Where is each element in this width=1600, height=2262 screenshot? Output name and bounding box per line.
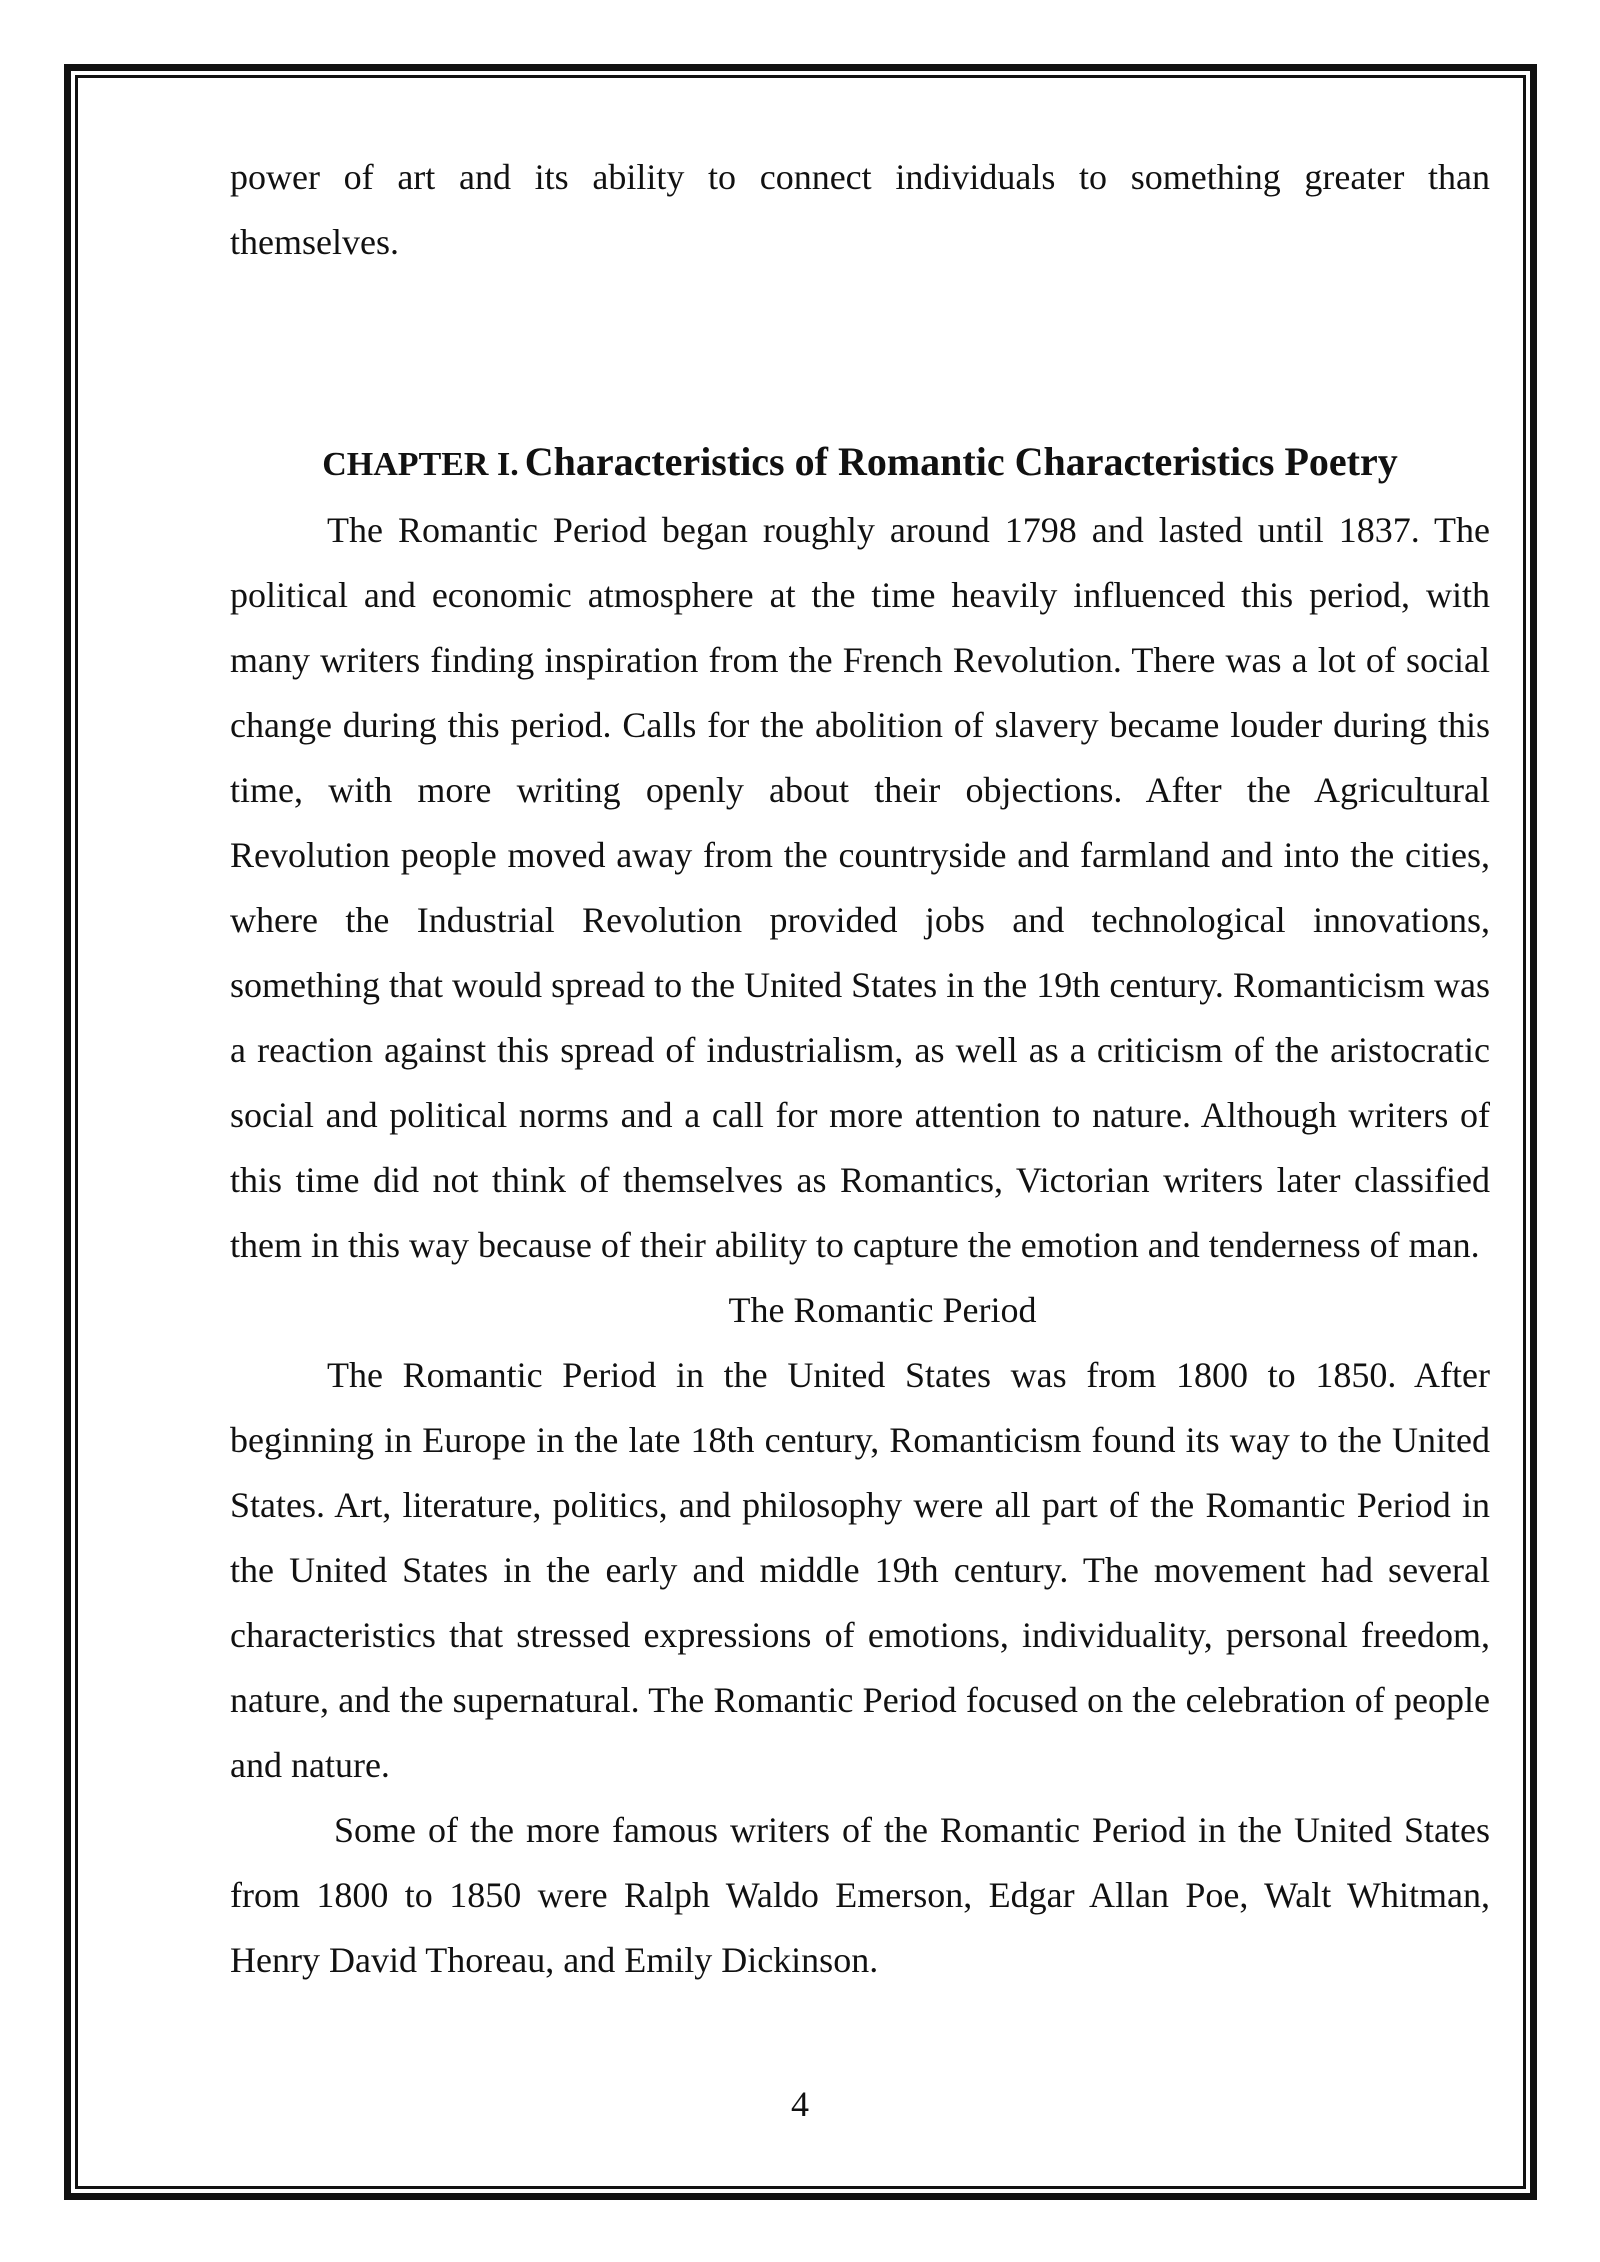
section-title: The Romantic Period: [728, 1290, 1037, 1330]
chapter-title: Characteristics of Romantic Characteristics Poetry: [524, 439, 1398, 484]
continuation-paragraph: power of art and its ability to connect individuals to something greater than themselves.: [230, 157, 1490, 262]
chapter-number: CHAPTER I.: [322, 446, 519, 483]
body-paragraph-1: The Romantic Period began roughly around 1798 and lasted until 1837. The political and economic atmosphere at the time heavily influenced this period, with many writers finding inspiration from the French Revolution. There was a lot of social change during this period. Calls for the abolition of slavery became louder during this time, with more writing openly about their objections. After the Agricultural Revolution people moved away from the countryside and farmland and into the cities, where the Industrial Revolution provided jobs and technological innovations, something that would spread to the United States in the 19th century. Romanticism was a reaction against this spread of industrialism, as well as a criticism of the aristocratic social and political norms and a call for more attention to nature. Although writers of this time did not think of themselves as Romantics, Victorian writers later classified them in this way because of their ability to capture the emotion and tenderness of man.: [230, 510, 1490, 1265]
page-content: [230, 145, 1490, 1993]
page-number: 4: [791, 2084, 809, 2124]
chapter-heading: [230, 432, 1490, 498]
body-paragraph-3: Some of the more famous writers of the Romantic Period in the United States from 1800 to 1850 were Ralph Waldo Emerson, Edgar Allan Poe, Walt Whitman, Henry David Thoreau, and Emily Dickinson.: [230, 1810, 1490, 1980]
body-paragraph-2: The Romantic Period in the United States was from 1800 to 1850. After beginning in Europe in the late 18th century, Romanticism found its way to the United States. Art, literature, politics, and philosophy were all part of the Romantic Period in the United States in the early and middle 19th century. The movement had several characteristics that stressed expressions of emotions, individuality, personal freedom, nature, and the supernatural. The Romantic Period focused on the celebration of people and nature.: [230, 1355, 1490, 1785]
